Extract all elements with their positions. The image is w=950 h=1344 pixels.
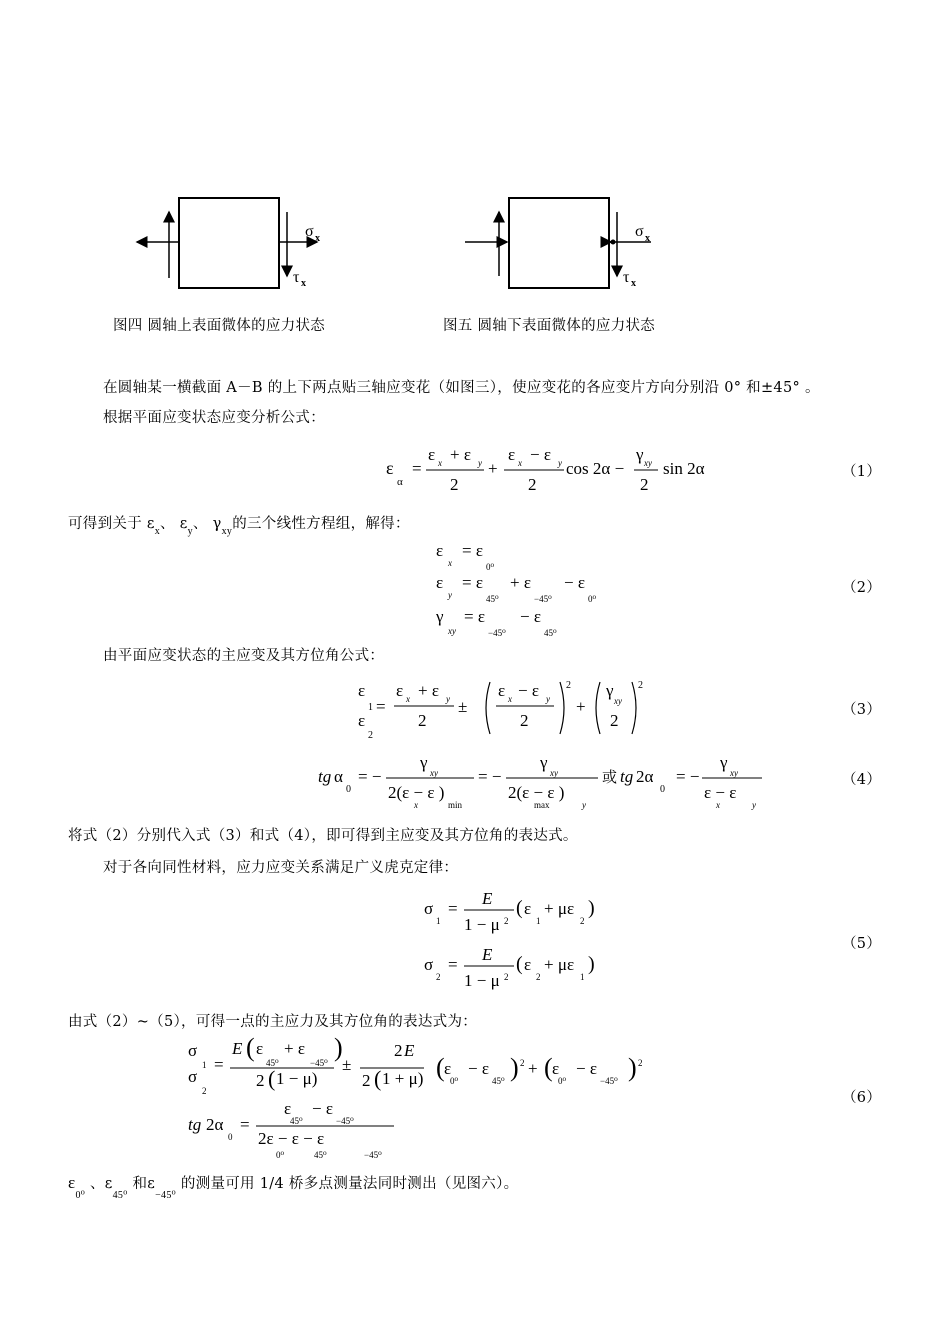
svg-text:x: x <box>414 800 418 810</box>
svg-text:= −: = − <box>676 767 700 786</box>
svg-text:−45⁰: −45⁰ <box>364 1150 382 1160</box>
figure-5 <box>455 190 665 300</box>
svg-text:1: 1 <box>202 1060 207 1070</box>
svg-text:+ ε: + ε <box>510 573 531 592</box>
svg-text:0: 0 <box>228 1132 233 1142</box>
svg-text:E: E <box>404 1041 415 1060</box>
equation-3 <box>350 672 660 742</box>
svg-text:x: x <box>406 694 410 704</box>
svg-text:(: ( <box>516 953 523 975</box>
svg-text:ε: ε <box>498 681 506 700</box>
svg-text:− ε: − ε <box>468 1059 489 1078</box>
svg-text:y: y <box>558 458 562 468</box>
svg-text:2: 2 <box>520 711 529 730</box>
svg-text:ε: ε <box>284 1099 292 1118</box>
svg-text:γ: γ <box>606 681 614 700</box>
svg-text:0⁰: 0⁰ <box>450 1076 459 1086</box>
equation-number-6: （6） <box>842 1090 882 1106</box>
svg-text:−45⁰: −45⁰ <box>488 628 506 638</box>
svg-text:): ) <box>588 897 595 919</box>
svg-text:xy: xy <box>614 696 622 706</box>
svg-text:2: 2 <box>610 711 619 730</box>
svg-text:tg: tg <box>318 767 332 786</box>
svg-text:1: 1 <box>436 916 441 926</box>
paragraph-2: 根据平面应变状态应变分析公式： <box>103 410 325 426</box>
svg-text:ε: ε <box>508 445 516 464</box>
svg-text:2: 2 <box>418 711 427 730</box>
or-label: 或 <box>602 770 618 786</box>
p8-sub-45: 45⁰ <box>112 1190 128 1201</box>
svg-text:ε: ε <box>436 573 444 592</box>
p3-sub-x: x <box>154 526 161 537</box>
svg-text:xy: xy <box>448 626 456 636</box>
svg-text:x: x <box>448 558 452 568</box>
svg-text:(: ( <box>374 1066 382 1091</box>
paragraph-6: 对于各向同性材料，应力应变关系满足广义虎克定律： <box>103 860 459 876</box>
svg-text:2: 2 <box>640 475 649 494</box>
svg-text:=: = <box>448 955 458 974</box>
svg-text:1 − μ: 1 − μ <box>464 915 500 934</box>
svg-text:2: 2 <box>536 972 541 982</box>
svg-text:+ ε: + ε <box>450 445 471 464</box>
svg-text:45⁰: 45⁰ <box>544 628 557 638</box>
svg-text:= −: = − <box>358 767 382 786</box>
equation-number-5: （5） <box>842 936 882 952</box>
svg-text:−45⁰: −45⁰ <box>534 594 552 604</box>
p8-eps-c: 和ε <box>132 1176 156 1192</box>
p8-text-d: 的测量可用 1/4 桥多点测量法同时测出（见图六）。 <box>180 1176 519 1192</box>
svg-text:2: 2 <box>638 680 643 691</box>
svg-text:45⁰: 45⁰ <box>266 1058 279 1068</box>
svg-text:xy: xy <box>730 768 738 778</box>
equation-number-2: （2） <box>842 580 882 596</box>
paragraph-7: 由式（2）~（5），可得一点的主应力及其方位角的表达式为： <box>68 1014 478 1030</box>
equation-number-3: （3） <box>842 702 882 718</box>
svg-text:ε: ε <box>428 445 436 464</box>
svg-text:2: 2 <box>368 730 373 741</box>
svg-text:y: y <box>752 800 756 810</box>
svg-text:2: 2 <box>638 1058 643 1068</box>
svg-text:y: y <box>446 694 450 704</box>
svg-text:2: 2 <box>256 1071 265 1090</box>
equation-5 <box>418 884 618 994</box>
svg-text:45⁰: 45⁰ <box>486 594 499 604</box>
svg-text:2: 2 <box>528 475 537 494</box>
svg-text:σ: σ <box>424 955 434 974</box>
svg-text:y: y <box>546 694 550 704</box>
svg-text:ε: ε <box>436 541 444 560</box>
svg-text:ε: ε <box>524 955 532 974</box>
svg-text:−45⁰: −45⁰ <box>336 1116 354 1126</box>
p8-eps-a: ε <box>68 1173 76 1192</box>
equation-4 <box>316 750 776 810</box>
svg-text:=: = <box>214 1055 224 1074</box>
svg-text:−45⁰: −45⁰ <box>310 1058 328 1068</box>
svg-text:2: 2 <box>504 916 509 926</box>
equation-2 <box>430 536 630 640</box>
svg-text:): ) <box>588 953 595 975</box>
svg-text:ε: ε <box>386 458 394 478</box>
svg-text:= −: = − <box>478 767 502 786</box>
svg-text:±: ± <box>458 697 468 716</box>
svg-text:2α: 2α <box>206 1115 224 1134</box>
svg-text:− ε: − ε <box>564 573 585 592</box>
svg-text:+: + <box>528 1059 538 1078</box>
svg-text:1 + μ): 1 + μ) <box>382 1069 424 1088</box>
paragraph-3 <box>68 512 410 537</box>
svg-text:− ε: − ε <box>530 445 551 464</box>
svg-text:ε: ε <box>552 1059 560 1078</box>
svg-text:−45⁰: −45⁰ <box>600 1076 618 1086</box>
sigma-label: σ <box>305 223 314 240</box>
svg-text:ε: ε <box>358 681 366 700</box>
p3-sub-xy: xy <box>221 526 233 537</box>
svg-text:x: x <box>508 694 512 704</box>
equation-6 <box>184 1026 654 1166</box>
svg-text:sin 2α: sin 2α <box>663 459 705 478</box>
svg-text:1: 1 <box>536 916 541 926</box>
svg-text:+ με: + με <box>544 955 575 974</box>
p3-text-b: 、 ε <box>160 516 188 532</box>
svg-text:γ: γ <box>540 753 548 772</box>
svg-text:2ε − ε − ε: 2ε − ε − ε <box>258 1129 325 1148</box>
svg-text:45⁰: 45⁰ <box>314 1150 327 1160</box>
svg-text:1 − μ: 1 − μ <box>464 971 500 990</box>
element-square <box>509 198 609 288</box>
svg-text:xy: xy <box>550 768 558 778</box>
svg-text:2α: 2α <box>636 767 654 786</box>
svg-text:γ: γ <box>420 753 428 772</box>
svg-text:tg: tg <box>188 1115 202 1134</box>
svg-text:σ: σ <box>188 1067 198 1086</box>
svg-text:+ με: + με <box>544 899 575 918</box>
svg-text:=: = <box>240 1115 250 1134</box>
svg-text:2: 2 <box>580 916 585 926</box>
p8-sub-0: 0⁰ <box>75 1190 86 1201</box>
svg-text:0: 0 <box>660 784 665 795</box>
paragraph-5: 将式（2）分别代入式（3）和式（4），即可得到主应变及其方位角的表达式。 <box>68 828 578 844</box>
svg-text:ε − ε: ε − ε <box>704 783 737 802</box>
sigma-sub: x <box>645 233 650 244</box>
figure-4-caption: 图四 圆轴上表面微体的应力状态 <box>113 318 326 334</box>
svg-text:=: = <box>448 899 458 918</box>
svg-text:+ ε: + ε <box>418 681 439 700</box>
svg-text:1: 1 <box>368 702 373 713</box>
equation-number-4: （4） <box>842 772 882 788</box>
svg-text:E: E <box>482 889 493 908</box>
paragraph-8 <box>68 1172 518 1201</box>
svg-text:(: ( <box>436 1053 445 1082</box>
svg-text:2: 2 <box>202 1086 207 1096</box>
svg-text:= ε: = ε <box>462 541 483 560</box>
svg-text:+ ε: + ε <box>284 1039 305 1058</box>
svg-text:0: 0 <box>346 784 351 795</box>
svg-text:+: + <box>576 697 586 716</box>
figure-4-diagram <box>125 190 335 300</box>
tau-sub: x <box>301 278 306 289</box>
svg-text:2: 2 <box>520 1058 525 1068</box>
paragraph-4: 由平面应变状态的主应变及其方位角公式： <box>103 648 385 664</box>
tau-label: τ <box>623 269 630 286</box>
p3-text-d: 的三个线性方程组，解得： <box>232 516 410 532</box>
svg-text:2: 2 <box>504 972 509 982</box>
svg-text:2(ε − ε ): 2(ε − ε ) <box>388 783 445 802</box>
element-square <box>179 198 279 288</box>
svg-text:ε: ε <box>256 1039 264 1058</box>
svg-text:): ) <box>628 1053 637 1082</box>
svg-text:σ: σ <box>424 899 434 918</box>
svg-text:=: = <box>412 459 422 478</box>
svg-text:0⁰: 0⁰ <box>588 594 597 604</box>
svg-text:2(ε − ε ): 2(ε − ε ) <box>508 783 565 802</box>
svg-text:E: E <box>232 1039 243 1058</box>
svg-text:=: = <box>376 697 386 716</box>
svg-text:(: ( <box>268 1066 276 1091</box>
svg-text:1 − μ): 1 − μ) <box>276 1069 318 1088</box>
p3-text-a: 可得到关于 ε <box>68 516 155 532</box>
sigma-sub: x <box>315 233 320 244</box>
p3-sub-y: y <box>187 526 193 537</box>
svg-text:0⁰: 0⁰ <box>558 1076 567 1086</box>
svg-text:− ε: − ε <box>576 1059 597 1078</box>
svg-text:0⁰: 0⁰ <box>486 562 495 572</box>
svg-text:γ: γ <box>720 753 728 772</box>
svg-text:ε: ε <box>396 681 404 700</box>
svg-text:− ε: − ε <box>312 1099 333 1118</box>
svg-text:(: ( <box>516 897 523 919</box>
svg-text:σ: σ <box>188 1041 198 1060</box>
figure-4 <box>125 190 335 300</box>
svg-text:− ε: − ε <box>520 607 541 626</box>
svg-text:ε: ε <box>358 711 366 730</box>
svg-text:±: ± <box>342 1055 352 1074</box>
svg-text:(: ( <box>246 1033 255 1062</box>
svg-text:2: 2 <box>450 475 459 494</box>
svg-text:= ε: = ε <box>462 573 483 592</box>
svg-text:xy: xy <box>430 768 438 778</box>
svg-text:ε: ε <box>524 899 532 918</box>
equation-number-1: （1） <box>842 464 882 480</box>
svg-text:α: α <box>397 476 403 488</box>
svg-text:2: 2 <box>436 972 441 982</box>
p8-sub-m45: −45⁰ <box>155 1190 176 1201</box>
svg-text:x: x <box>438 458 442 468</box>
svg-text:x: x <box>716 800 720 810</box>
p8-eps-b: 、ε <box>89 1176 113 1192</box>
svg-text:45⁰: 45⁰ <box>290 1116 303 1126</box>
svg-text:2: 2 <box>566 680 571 691</box>
svg-text:0⁰: 0⁰ <box>276 1150 285 1160</box>
svg-text:xy: xy <box>644 458 652 468</box>
svg-text:y: y <box>582 800 586 810</box>
svg-text:2: 2 <box>394 1041 403 1060</box>
svg-text:E: E <box>482 945 493 964</box>
svg-text:= ε: = ε <box>464 607 485 626</box>
svg-text:ε: ε <box>444 1059 452 1078</box>
svg-text:γ: γ <box>436 607 444 626</box>
svg-text:γ: γ <box>636 445 644 464</box>
svg-text:2: 2 <box>362 1071 371 1090</box>
svg-text:max: max <box>534 800 550 810</box>
tau-label: τ <box>293 269 300 286</box>
p3-text-c: 、 γ <box>192 516 222 532</box>
svg-text:1: 1 <box>580 972 585 982</box>
figure-5-diagram <box>455 190 665 300</box>
svg-text:tg: tg <box>620 767 634 786</box>
svg-text:α: α <box>334 767 343 786</box>
sigma-label: σ <box>635 223 644 240</box>
svg-text:cos 2α −: cos 2α − <box>566 459 625 478</box>
svg-text:min: min <box>448 800 463 810</box>
svg-text:+: + <box>488 459 498 478</box>
svg-text:(: ( <box>544 1053 553 1082</box>
svg-text:y: y <box>448 590 452 600</box>
equation-1 <box>380 440 740 496</box>
svg-text:): ) <box>334 1033 343 1062</box>
svg-text:): ) <box>510 1053 519 1082</box>
figure-5-caption: 图五 圆轴下表面微体的应力状态 <box>443 318 656 334</box>
paragraph-1: 在圆轴某一横截面 A－B 的上下两点贴三轴应变花（如图三），使应变花的各应变片方向分别沿 0° 和±45° 。 <box>103 380 820 396</box>
svg-text:− ε: − ε <box>518 681 539 700</box>
svg-text:y: y <box>478 458 482 468</box>
svg-text:45⁰: 45⁰ <box>492 1076 505 1086</box>
tau-sub: x <box>631 278 636 289</box>
svg-text:x: x <box>518 458 522 468</box>
